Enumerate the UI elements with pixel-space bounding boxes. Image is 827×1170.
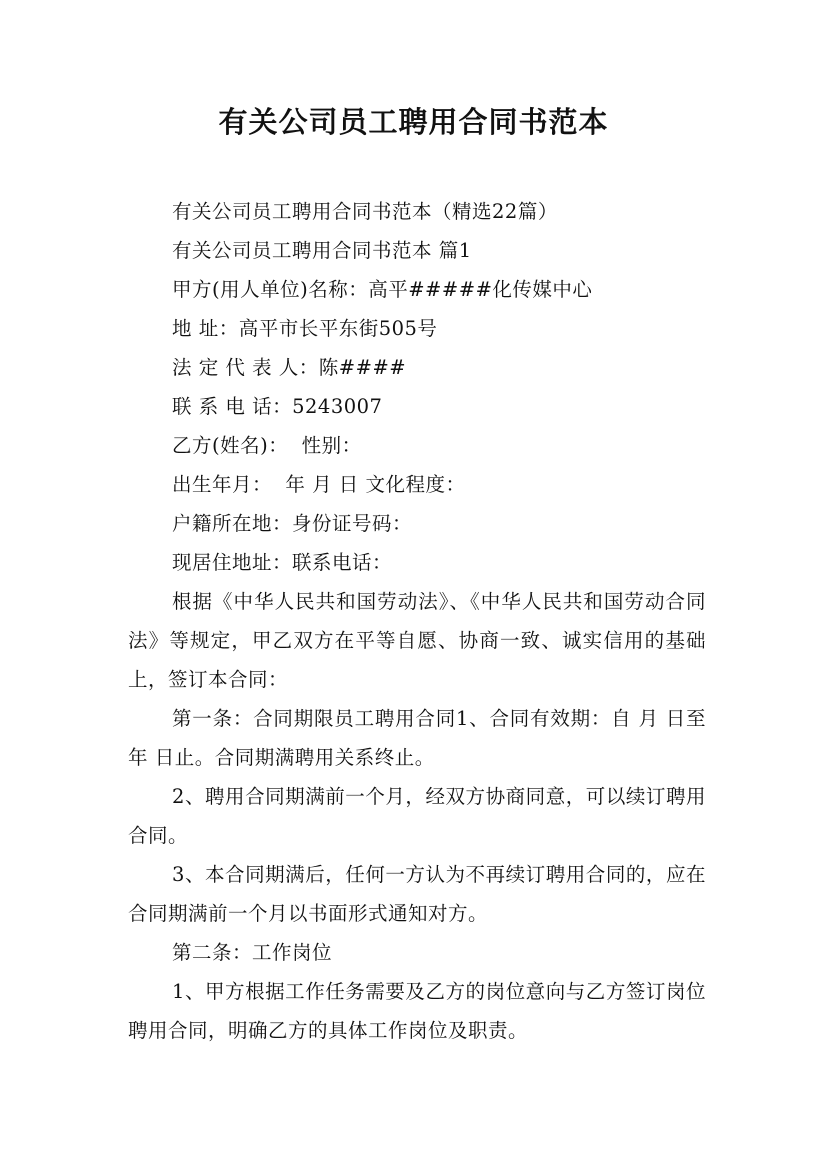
document-title: 有关公司员工聘用合同书范本 <box>218 105 609 139</box>
article-2-clause-1: 1、甲方根据工作任务需要及乙方的岗位意向与乙方签订岗位聘用合同，明确乙方的具体工作岗位及职责。 <box>128 980 706 1042</box>
article-1-term: 第一条：合同期限员工聘用合同1、合同有效期：自 月 日至年 日止。合同期满聘用关系终止。 <box>128 707 706 769</box>
section-heading: 有关公司员工聘用合同书范本 篇1 <box>172 239 472 262</box>
subtitle-line: 有关公司员工聘用合同书范本（精选22篇） <box>172 200 558 223</box>
legal-basis-paragraph: 根据《中华人民共和国劳动法》、《中华人民共和国劳动合同法》等规定，甲乙双方在平等自愿、协商一致、诚实信用的基础上，签订本合同： <box>128 590 706 691</box>
article-1-clause-3: 3、本合同期满后，任何一方认为不再续订聘用合同的，应在合同期满前一个月以书面形式通知对方。 <box>128 863 706 925</box>
document-body <box>128 192 706 1050</box>
party-a-phone: 联 系 电 话：5243007 <box>172 395 383 418</box>
article-1-clause-2: 2、聘用合同期满前一个月，经双方协商同意，可以续订聘用合同。 <box>128 785 706 847</box>
party-a-name: 甲方(用人单位)名称：高平#####化传媒中心 <box>172 278 593 301</box>
party-b-address-phone: 现居住地址：联系电话： <box>172 551 393 574</box>
article-2-heading: 第二条：工作岗位 <box>172 941 333 964</box>
party-a-representative: 法 定 代 表 人：陈#### <box>172 356 407 379</box>
party-b-birth-education: 出生年月： 年 月 日 文化程度： <box>172 473 466 496</box>
party-b-household-id: 户籍所在地：身份证号码： <box>172 512 413 535</box>
party-b-name-gender: 乙方(姓名)： 性别： <box>172 434 362 457</box>
party-a-address: 地 址：高平市长平东街505号 <box>172 317 438 340</box>
